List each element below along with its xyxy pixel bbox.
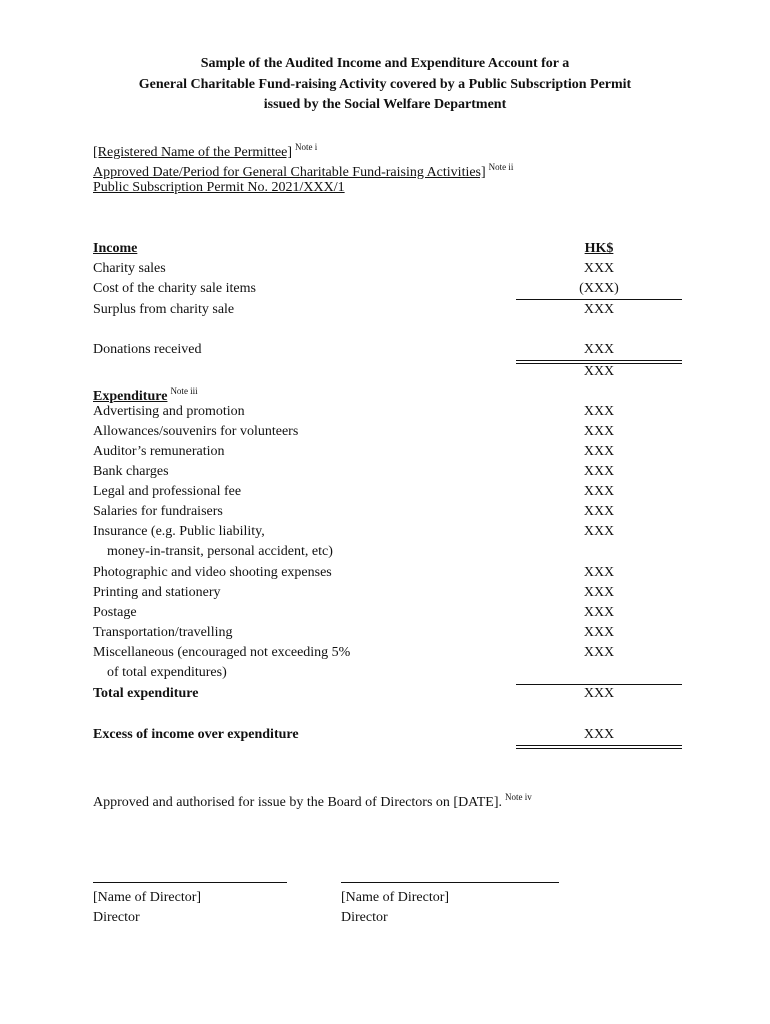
income-heading: Income	[93, 241, 138, 256]
title-line-1: Sample of the Audited Income and Expenditure Account for a	[200, 56, 570, 71]
expenditure-item-value: XXX	[583, 464, 615, 479]
excess-label: Excess of income over expenditure	[93, 727, 299, 742]
total-expenditure-value: XXX	[583, 686, 615, 701]
expenditure-heading: Expenditure	[93, 389, 168, 404]
permittee-name: [Registered Name of the Permittee]	[93, 145, 293, 160]
signature-line	[93, 882, 287, 883]
total-expenditure-rule	[516, 684, 682, 685]
expenditure-item-value: XXX	[583, 645, 615, 660]
expenditure-item-label-continued: money-in-transit, personal accident, etc)	[107, 544, 333, 559]
approval-text: Approved and authorised for issue by the Board of Directors on [DATE].	[93, 795, 503, 810]
income-total-value: XXX	[583, 364, 615, 379]
note-iii: Note iii	[170, 386, 198, 396]
expenditure-item-label: Allowances/souvenirs for volunteers	[93, 424, 299, 439]
period-line	[93, 159, 513, 181]
director-name: [Name of Director]	[93, 890, 202, 905]
total-expenditure-label: Total expenditure	[93, 686, 199, 701]
director-name: [Name of Director]	[341, 890, 450, 905]
expenditure-item-label: Insurance (e.g. Public liability,	[93, 524, 265, 539]
cost-label: Cost of the charity sale items	[93, 281, 256, 296]
expenditure-item-value: XXX	[583, 404, 615, 419]
donations-label: Donations received	[93, 342, 202, 357]
expenditure-item-label: Postage	[93, 605, 137, 620]
expenditure-item-value: XXX	[583, 565, 615, 580]
approved-period: Approved Date/Period for General Charitable Fund-raising Activities]	[93, 165, 486, 180]
expenditure-item-value: XXX	[583, 444, 615, 459]
donations-value: XXX	[583, 342, 615, 357]
excess-value: XXX	[583, 727, 615, 742]
expenditure-item-label: Salaries for fundraisers	[93, 504, 223, 519]
cost-value: (XXX)	[579, 281, 619, 296]
cost-underline	[516, 299, 682, 300]
expenditure-item-label: Transportation/travelling	[93, 625, 233, 640]
note-i: Note i	[295, 142, 318, 152]
expenditure-item-label: Printing and stationery	[93, 585, 221, 600]
expenditure-item-label: Bank charges	[93, 464, 169, 479]
permittee-line	[93, 139, 317, 161]
director-role: Director	[93, 910, 140, 925]
expenditure-item-label: Photographic and video shooting expenses	[93, 565, 332, 580]
expenditure-heading-line	[93, 383, 198, 405]
charity-sales-value: XXX	[583, 261, 615, 276]
expenditure-item-value: XXX	[583, 625, 615, 640]
expenditure-item-value: XXX	[583, 484, 615, 499]
title-line-3: issued by the Social Welfare Department	[263, 97, 507, 112]
expenditure-item-value: XXX	[583, 424, 615, 439]
expenditure-item-value: XXX	[583, 605, 615, 620]
note-ii: Note ii	[488, 162, 514, 172]
signature-line	[341, 882, 559, 883]
approval-line	[93, 789, 532, 811]
expenditure-item-value: XXX	[583, 504, 615, 519]
expenditure-item-value: XXX	[583, 524, 615, 539]
excess-double-rule	[516, 745, 682, 749]
director-role: Director	[341, 910, 388, 925]
expenditure-item-label: Advertising and promotion	[93, 404, 245, 419]
currency-heading: HK$	[584, 241, 614, 256]
surplus-value: XXX	[583, 302, 615, 317]
note-iv: Note iv	[505, 792, 532, 802]
expenditure-item-value: XXX	[583, 585, 615, 600]
expenditure-item-label: Miscellaneous (encouraged not exceeding 5%	[93, 645, 351, 660]
charity-sales-label: Charity sales	[93, 261, 166, 276]
permit-number: Public Subscription Permit No. 2021/XXX/1	[93, 180, 345, 195]
expenditure-item-label: Auditor’s remuneration	[93, 444, 225, 459]
title-line-2: General Charitable Fund-raising Activity covered by a Public Subscription Permit	[138, 77, 632, 92]
expenditure-item-label: Legal and professional fee	[93, 484, 242, 499]
surplus-label: Surplus from charity sale	[93, 302, 235, 317]
expenditure-item-label-continued: of total expenditures)	[107, 665, 227, 680]
